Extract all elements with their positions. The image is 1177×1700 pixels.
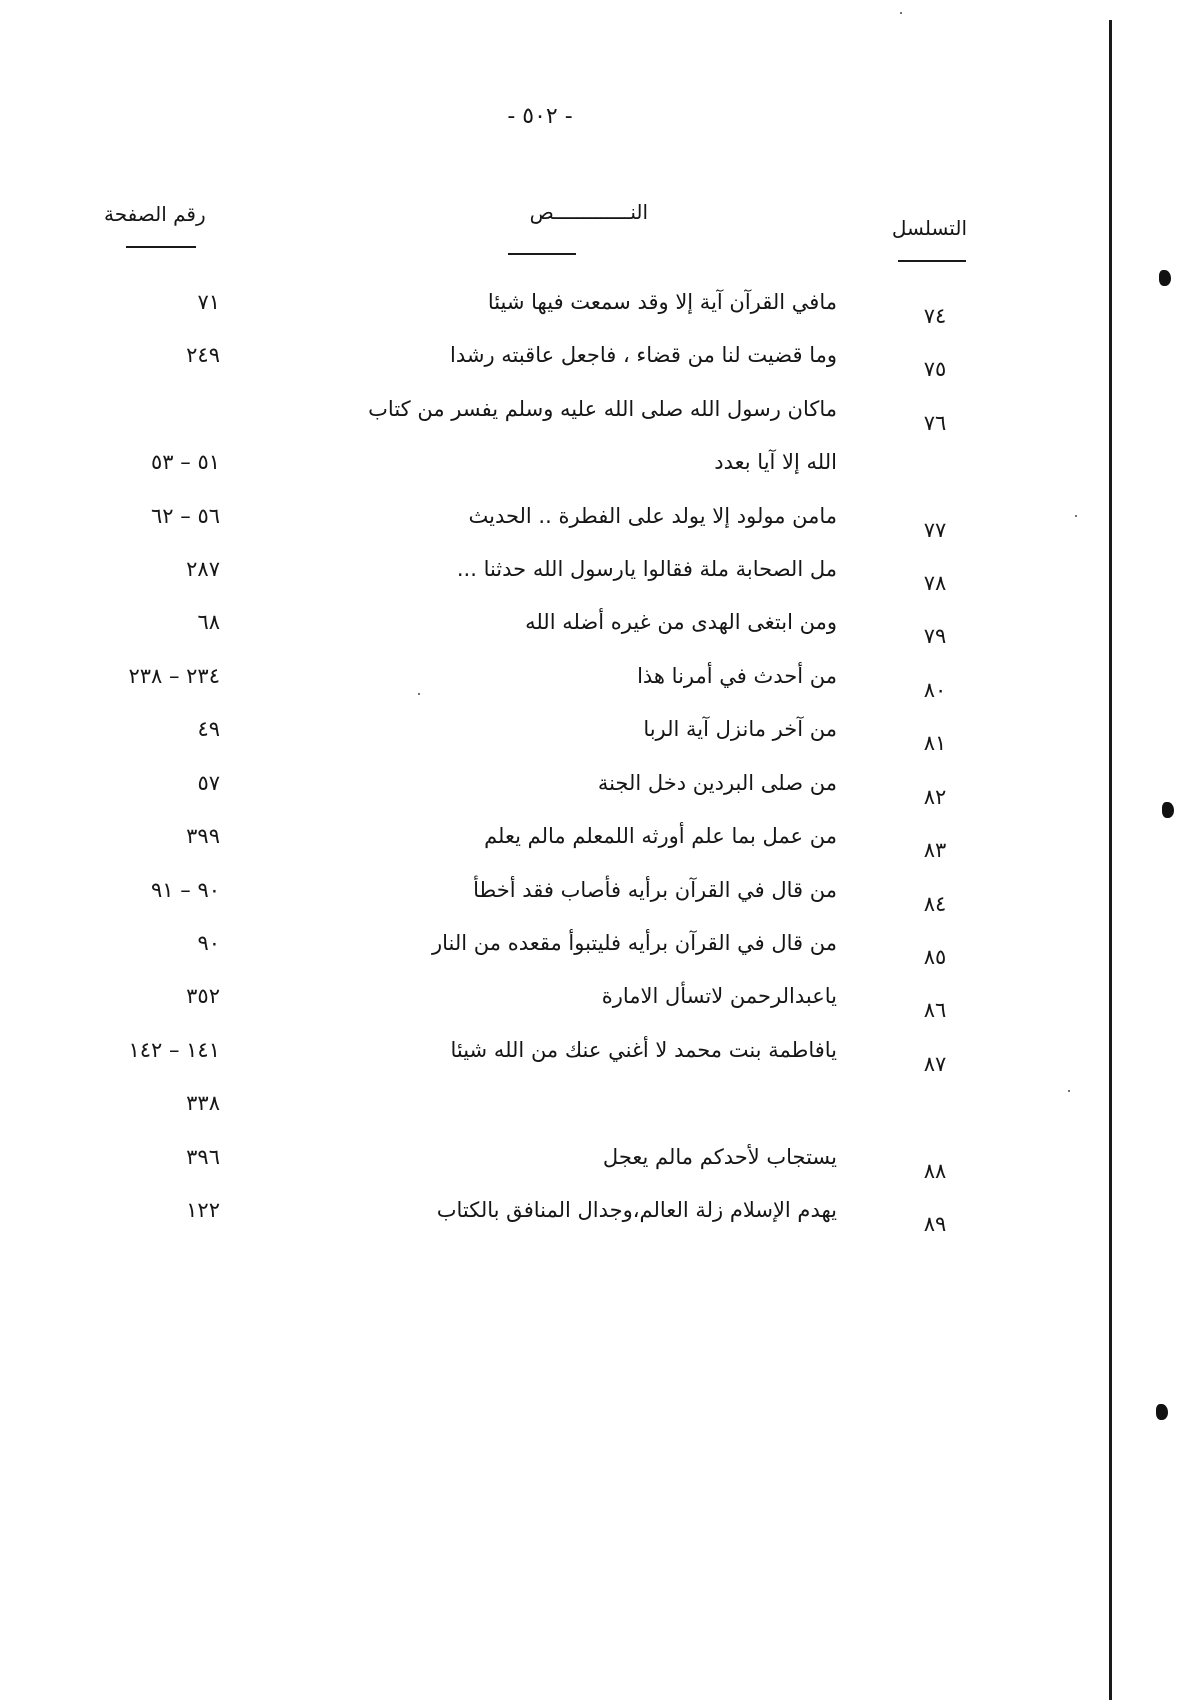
table-row <box>0 504 1177 544</box>
row-serial: ٨٢ <box>923 785 947 809</box>
column-header-serial: التسلسل <box>891 216 967 240</box>
table-row <box>0 610 1177 650</box>
row-text: من قال في القرآن برأيه فليتبوأ مقعده من النار <box>432 931 837 955</box>
table-row <box>0 664 1177 704</box>
row-serial: ٧٧ <box>923 518 947 542</box>
row-text: يهدم الإسلام زلة العالم،وجدال المنافق بالكتاب <box>436 1198 837 1222</box>
row-serial: ٧٩ <box>923 624 947 648</box>
row-text: من آخر مانزل آية الربا <box>643 717 837 741</box>
row-page-number: ٥١ – ٥٣ <box>151 450 220 474</box>
row-text: وما قضيت لنا من قضاء ، فاجعل عاقبته رشدا <box>449 343 837 367</box>
row-page-number: ٢٣٤ – ٢٣٨ <box>128 664 220 688</box>
row-text: من صلى البردين دخل الجنة <box>597 771 837 795</box>
speck <box>900 12 902 14</box>
table-row <box>0 557 1177 597</box>
page-number: - ٥٠٢ - <box>507 104 573 129</box>
edge-mark <box>1159 270 1171 286</box>
table-row <box>0 1145 1177 1185</box>
header-underline <box>898 260 966 262</box>
row-text: من قال في القرآن برأيه فأصاب فقد أخطأ <box>473 878 837 902</box>
row-serial: ٨٠ <box>923 678 947 702</box>
row-page-number: ٣٩٦ <box>186 1145 220 1169</box>
row-page-number: ٣٣٨ <box>186 1091 220 1115</box>
table-row <box>0 878 1177 918</box>
table-row <box>0 290 1177 330</box>
row-text: مامن مولود إلا يولد على الفطرة .. الحديث <box>468 504 837 528</box>
row-page-number: ٤٩ <box>197 717 220 741</box>
row-serial: ٨٣ <box>923 838 947 862</box>
row-serial: ٨٦ <box>923 998 947 1022</box>
row-serial: ٧٨ <box>923 571 947 595</box>
row-serial: ٨٩ <box>923 1212 947 1236</box>
row-page-number: ٣٥٢ <box>186 984 220 1008</box>
row-page-number: ٩٠ – ٩١ <box>151 878 220 902</box>
row-page-number: ٢٨٧ <box>186 557 220 581</box>
row-serial: ٨٤ <box>923 892 947 916</box>
header-underline <box>126 246 196 248</box>
row-serial: ٨٥ <box>923 945 947 969</box>
row-text: ياعبدالرحمن لاتسأل الامارة <box>601 984 837 1008</box>
table-row <box>0 931 1177 971</box>
table-row <box>0 824 1177 864</box>
row-page-number: ٥٦ – ٦٢ <box>151 504 220 528</box>
row-serial: ٨١ <box>923 731 947 755</box>
row-serial: ٧٦ <box>923 411 947 435</box>
row-text: الله إلا آيا بعدد <box>714 450 837 474</box>
row-serial: ٧٥ <box>923 357 947 381</box>
column-header-text <box>418 200 648 224</box>
row-page-number: ١٢٢ <box>186 1198 220 1222</box>
row-page-number: ٩٠ <box>197 931 220 955</box>
row-text: من عمل بما علم أورثه اللمعلم مالم يعلم <box>484 824 837 848</box>
header-underline <box>508 253 576 255</box>
row-text: من أحدث في أمرنا هذا <box>637 664 837 688</box>
row-page-number: ٧١ <box>197 290 220 314</box>
row-serial: ٨٨ <box>923 1159 947 1183</box>
table-row <box>0 450 1177 490</box>
row-text: ماكان رسول الله صلى الله عليه وسلم يفسر من كتاب <box>368 397 837 421</box>
table-row <box>0 771 1177 811</box>
row-text: يستجاب لأحدكم مالم يعجل <box>602 1145 837 1169</box>
table-row <box>0 984 1177 1024</box>
row-text: ومن ابتغى الهدى من غيره أضله الله <box>525 610 837 634</box>
row-page-number: ٦٨ <box>197 610 220 634</box>
table-row <box>0 343 1177 383</box>
table-row <box>0 1038 1177 1078</box>
column-header-text-label: النـــــــــــــص <box>529 200 648 224</box>
row-page-number: ٢٤٩ <box>186 343 220 367</box>
row-page-number: ٣٩٩ <box>186 824 220 848</box>
table-row <box>0 397 1177 437</box>
column-header-page: رقم الصفحة <box>104 202 206 226</box>
row-text: مافي القرآن آية إلا وقد سمعت فيها شيئا <box>487 290 837 314</box>
row-page-number: ١٤١ – ١٤٢ <box>128 1038 220 1062</box>
row-serial: ٨٧ <box>923 1052 947 1076</box>
edge-mark <box>1156 1404 1168 1420</box>
table-row <box>0 1091 1177 1131</box>
row-text: مل الصحابة ملة فقالوا يارسول الله حدثنا ... <box>456 557 837 581</box>
row-serial: ٧٤ <box>923 304 947 328</box>
row-page-number: ٥٧ <box>197 771 220 795</box>
row-text: يافاطمة بنت محمد لا أغني عنك من الله شيئا <box>450 1038 837 1062</box>
table-row <box>0 1198 1177 1238</box>
table-row <box>0 717 1177 757</box>
